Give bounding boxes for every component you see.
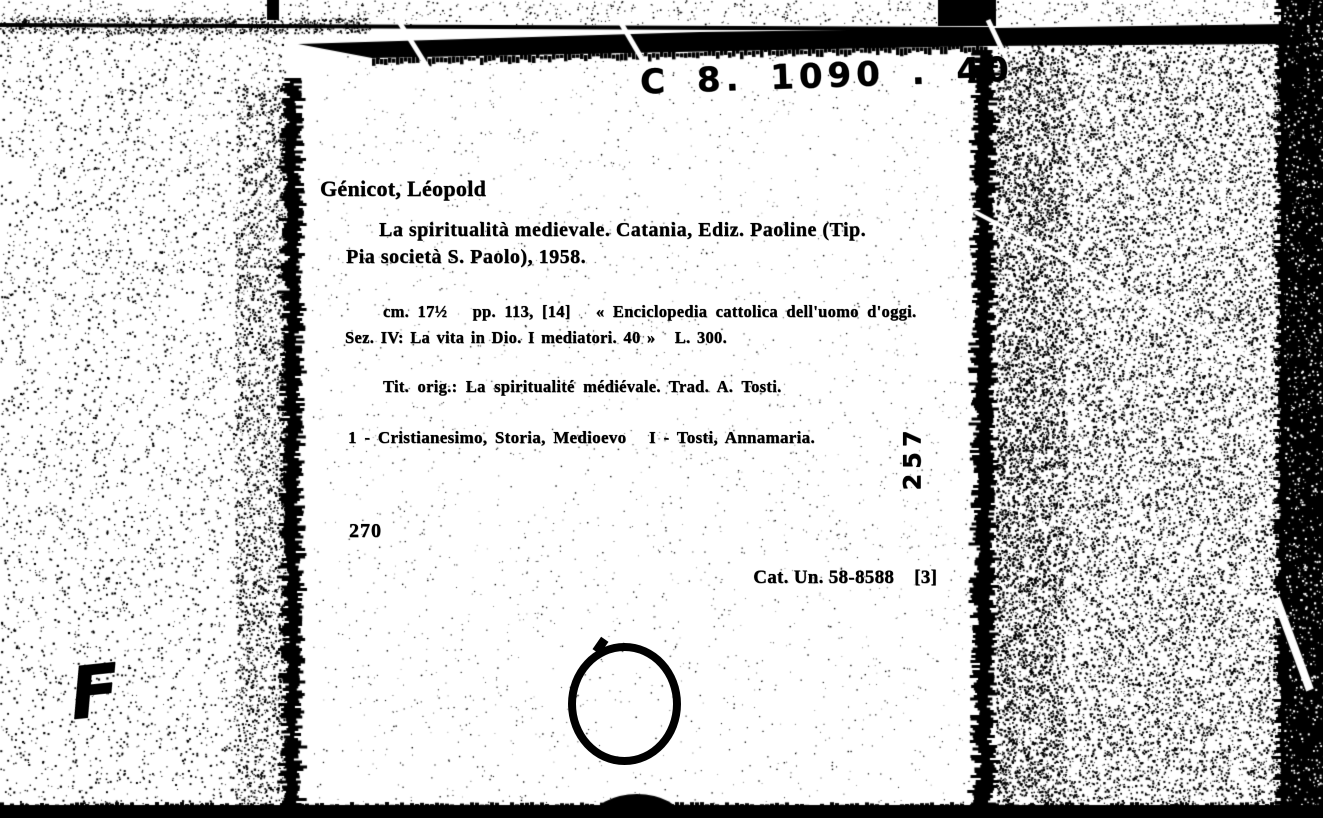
original-title-note: Tit. orig.: La spiritualité médiévale. Trad. A. Tosti. xyxy=(383,377,782,396)
vertical-shelf-number: 257 xyxy=(898,425,927,491)
catalog-number-line xyxy=(733,545,937,611)
title-statement-line-1: La spiritualità medievale. Catania, Ediz. Paoline (Tip. xyxy=(379,219,867,241)
f-stamp: F xyxy=(65,647,124,737)
title-statement-line-2: Pia società S. Paolo), 1958. xyxy=(346,246,587,268)
punch-hole xyxy=(568,643,681,765)
collation-line-1: cm. 17½ pp. 113, [14] « Enciclopedia cattolica dell'uomo d'oggi. xyxy=(383,302,917,321)
dewey-class-number: 270 xyxy=(349,520,382,542)
union-catalog-number: Cat. Un. 58-8588 xyxy=(753,567,895,588)
collation-line-2: Sez. IV: La vita in Dio. I mediatori. 40 » L. 300. xyxy=(345,328,727,347)
copies-count: [3] xyxy=(914,567,938,588)
call-number-handwritten: C 8. 1090 . 40 xyxy=(639,49,1015,103)
author-heading: Génicot, Léopold xyxy=(320,176,487,201)
subject-tracings: 1 - Cristianesimo, Storia, Medioevo I - Tosti, Annamaria. xyxy=(348,428,816,447)
